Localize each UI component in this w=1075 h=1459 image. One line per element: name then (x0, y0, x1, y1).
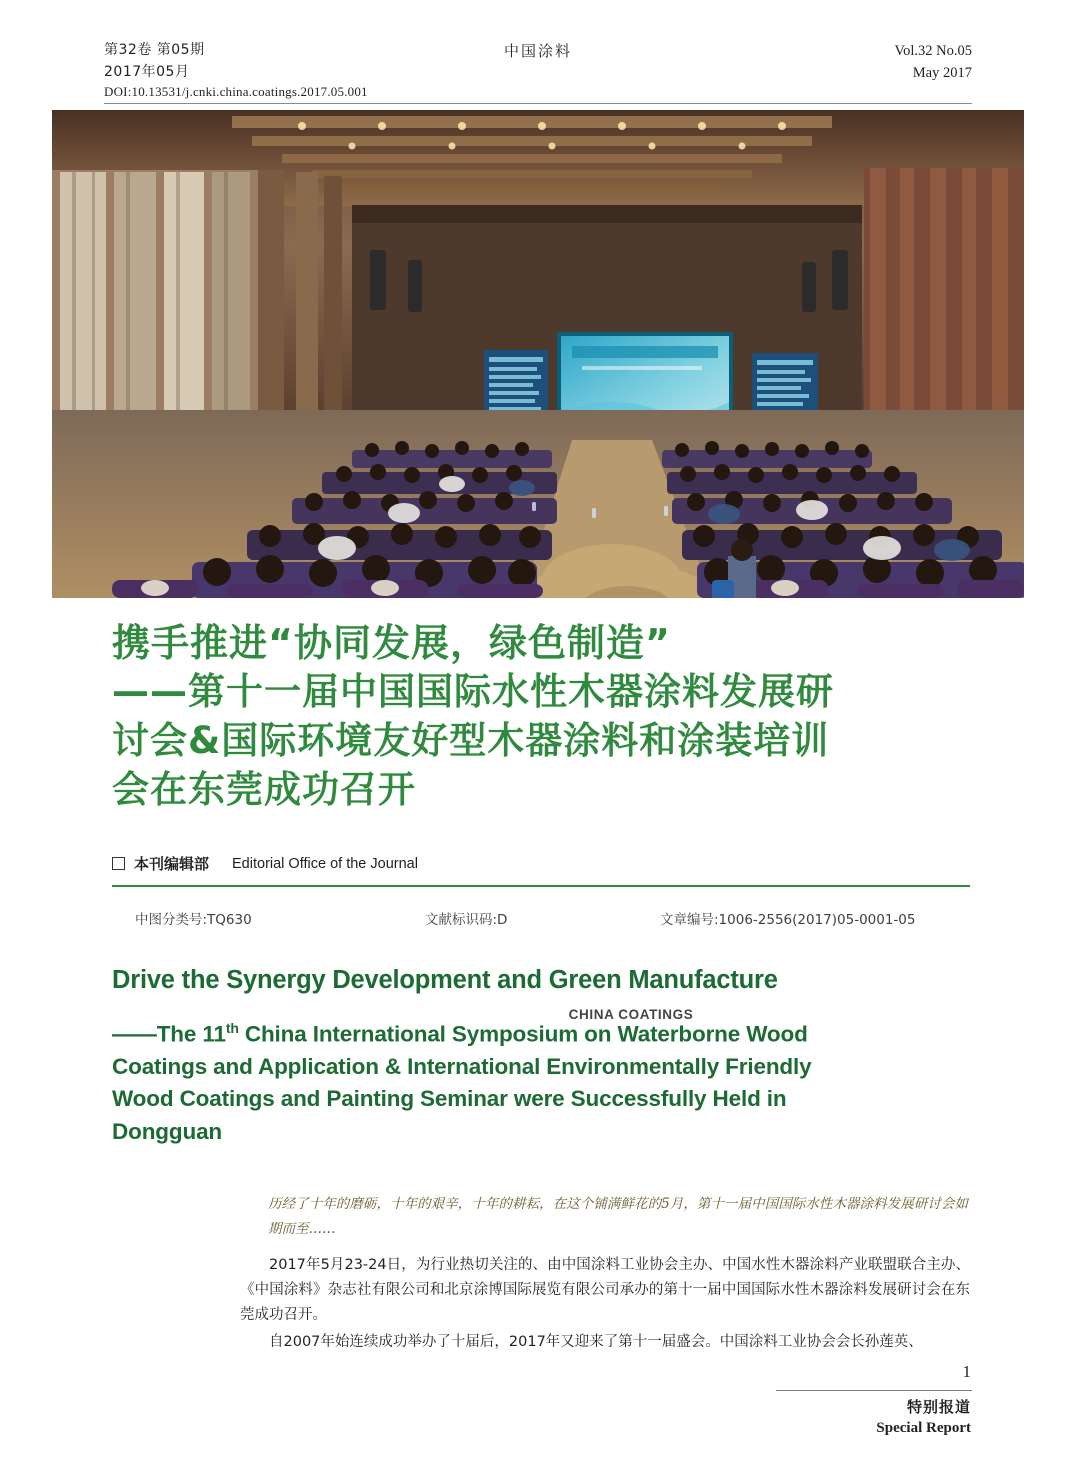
subtitle-en-line1-rest: China International Symposium on Waterborne Wood (238, 1021, 808, 1047)
author-byline (112, 853, 970, 874)
article-title-en: Drive the Synergy Development and Green Manufacture (112, 966, 778, 994)
subtitle-en-ordinal: th (225, 1020, 239, 1036)
section-label-cn: 特别报道 (906, 1398, 971, 1416)
title-cn-line-4: 会在东莞成功召开 (112, 767, 416, 811)
doi-text: DOI:10.13531/j.cnki.china.coatings.2017.05.001 (104, 84, 368, 99)
header-volume-cn: 第32卷 第05期 (104, 42, 205, 58)
subtitle-en-line-2: Coatings and Application & International Environmentally Friendly (112, 1053, 812, 1079)
footer-divider (776, 1390, 972, 1391)
subtitle-en-prefix: ——The 11 (112, 1021, 226, 1047)
article-id: 文章编号:1006-2556(2017)05-0001-05 (660, 912, 916, 928)
article-lead: 历经了十年的磨砺，十年的艰辛，十年的耕耘，在这个铺满鲜花的5月，第十一届中国国际水性木器涂料发展研讨会如期而至…… (268, 1196, 968, 1237)
article-title-cn (112, 618, 972, 815)
header-right (722, 40, 972, 85)
subtitle-en-line-3: Wood Coatings and Painting Seminar were Successfully Held in (112, 1086, 787, 1112)
title-cn-line-3: 讨会&国际环境友好型木器涂料和涂装培训 (112, 718, 830, 762)
title-divider (112, 885, 970, 887)
title-cn-line-2: ——第十一届中国国际水性木器涂料发展研 (112, 670, 834, 714)
section-label-en: Special Report (876, 1420, 971, 1436)
header-date-cn: 2017年05月 (104, 63, 190, 80)
header-date-en: May 2017 (912, 65, 972, 82)
header-divider (104, 103, 972, 104)
bullet-square-icon (112, 857, 125, 870)
clc-number: 中图分类号:TQ630 (135, 912, 252, 928)
title-cn-line-1: 携手推进“协同发展，绿色制造” (112, 621, 671, 665)
journal-title-cn: 中国涂料 (503, 42, 572, 60)
author-name-cn: 本刊编辑部 (134, 855, 210, 873)
conference-hall-illustration (52, 110, 1024, 598)
header-left (104, 40, 354, 83)
article-subtitle-en (112, 1018, 952, 1148)
classification-row (135, 908, 955, 928)
author-name-en: Editorial Office of the Journal (232, 855, 418, 872)
subtitle-en-line-4: Dongguan (112, 1118, 223, 1144)
document-code: 文献标识码:D (425, 912, 508, 928)
page-number: 1 (962, 1362, 971, 1381)
journal-title-en: CHINA COATINGS (568, 1007, 694, 1022)
conference-photo (52, 110, 1024, 598)
header-volume-en: Vol.32 No.05 (894, 43, 972, 59)
article-paragraph-2: 自2007年始连续成功举办了十届后，2017年又迎来了第十一届盛会。中国涂料工业协会会长孙莲英、 (269, 1334, 923, 1350)
subtitle-en-line-1 (112, 1018, 952, 1051)
article-paragraph-1: 2017年5月23-24日，为行业热切关注的、由中国涂料工业协会主办、中国水性木器涂料产业联盟联合主办、《中国涂料》杂志社有限公司和北京涂博国际展览有限公司承办的第十一届中国国际水性木器涂料发展研讨会在东莞成功召开。 (240, 1257, 970, 1323)
